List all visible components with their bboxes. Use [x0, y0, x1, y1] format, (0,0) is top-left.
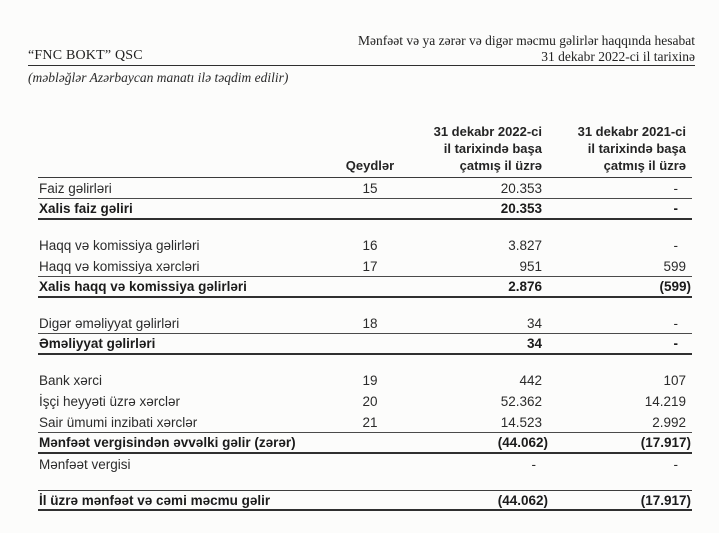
company-name: “FNC BOKT” QSC [28, 48, 143, 63]
column-header-2021: 31 dekabr 2021-ci il tarixində başa çatmış il üzrə [577, 124, 686, 173]
table-row [38, 277, 692, 298]
row-note: 17 [362, 258, 378, 274]
table-body [38, 178, 692, 511]
table-row [38, 490, 692, 511]
row-value-2022: 52.362 [500, 394, 542, 409]
row-value-2021: - [673, 180, 678, 196]
row-value-2022: 2.876 [508, 279, 542, 294]
table-row [38, 178, 692, 199]
table-spacer [38, 355, 692, 370]
row-value-2022: 442 [519, 373, 542, 388]
table-spacer [38, 298, 692, 313]
statement-date: 31 dekabr 2022-ci il tarixinə [541, 48, 695, 64]
row-label: Digər əməliyyat gəlirləri [39, 315, 180, 331]
row-label: Mənfəət vergisi [39, 457, 131, 472]
row-note: 20 [362, 394, 378, 409]
row-label: Sair ümumi inzibati xərclər [39, 414, 198, 430]
row-value-2021: - [673, 315, 678, 331]
currency-note: (məbləğlər Azərbaycan manatı ilə təqdim edilir) [28, 70, 289, 85]
row-value-2021: (17.917) [640, 435, 691, 450]
row-value-2021: - [673, 201, 678, 216]
row-value-2022: 14.523 [500, 414, 542, 430]
row-value-2022: (44.062) [497, 492, 548, 508]
row-value-2022: 20.353 [500, 180, 542, 196]
row-label: Haqq və komissiya gəlirləri [39, 238, 200, 253]
row-label: Xalis haqq və komissiya gəlirləri [39, 279, 247, 294]
column-header-notes: Qeydlər [345, 158, 395, 173]
table-row [38, 199, 692, 220]
row-note: 19 [362, 373, 378, 388]
row-value-2022: 3.827 [508, 238, 542, 253]
row-value-2022: 20.353 [500, 201, 542, 216]
row-label: İşçi heyyəti üzrə xərclər [39, 394, 181, 409]
row-note: 21 [362, 414, 378, 430]
row-value-2022: - [531, 457, 536, 472]
row-note: 16 [362, 238, 378, 253]
table-spacer [38, 475, 692, 490]
row-value-2022: 34 [526, 315, 542, 331]
row-value-2021: 107 [663, 373, 686, 388]
table-row [38, 313, 692, 334]
row-label: Mənfəət vergisindən əvvəlki gəlir (zərər) [39, 435, 296, 450]
row-value-2022: 34 [526, 336, 542, 351]
row-value-2021: - [673, 457, 678, 472]
table-header [38, 123, 692, 178]
row-note: 18 [362, 315, 378, 331]
row-value-2021: (17.917) [640, 492, 691, 508]
row-label: Əməliyyat gəlirləri [39, 336, 156, 351]
table-row [38, 391, 692, 412]
row-label: Haqq və komissiya xərcləri [39, 258, 200, 274]
table-row [38, 412, 692, 433]
row-label: Faiz gəlirləri [39, 180, 112, 196]
table-row [38, 235, 692, 256]
row-value-2021: 599 [663, 258, 686, 274]
table-row [38, 433, 692, 454]
table-spacer [38, 220, 692, 235]
row-value-2022: (44.062) [497, 435, 548, 450]
row-value-2021: (599) [659, 279, 691, 294]
table-row [38, 256, 692, 277]
row-value-2022: 951 [519, 258, 542, 274]
row-label: Xalis faiz gəliri [39, 201, 133, 216]
row-value-2021: 14.219 [644, 394, 686, 409]
row-label: Bank xərci [39, 373, 103, 388]
table-row [38, 334, 692, 355]
document-header [28, 33, 695, 66]
statement-title: Mənfəət və ya zərər və digər məcmu gəlirlər haqqında hesabat [358, 33, 695, 48]
row-note: 15 [362, 180, 378, 196]
row-value-2021: 2.992 [652, 414, 686, 430]
row-value-2021: - [673, 336, 678, 351]
table-row [38, 370, 692, 391]
row-label: İl üzrə mənfəət və cəmi məcmu gəlir [39, 492, 271, 508]
table-row [38, 454, 692, 475]
row-value-2021: - [673, 238, 678, 253]
column-header-2022: 31 dekabr 2022-ci il tarixində başa çatmış il üzrə [433, 124, 542, 173]
income-statement-table [38, 123, 692, 511]
